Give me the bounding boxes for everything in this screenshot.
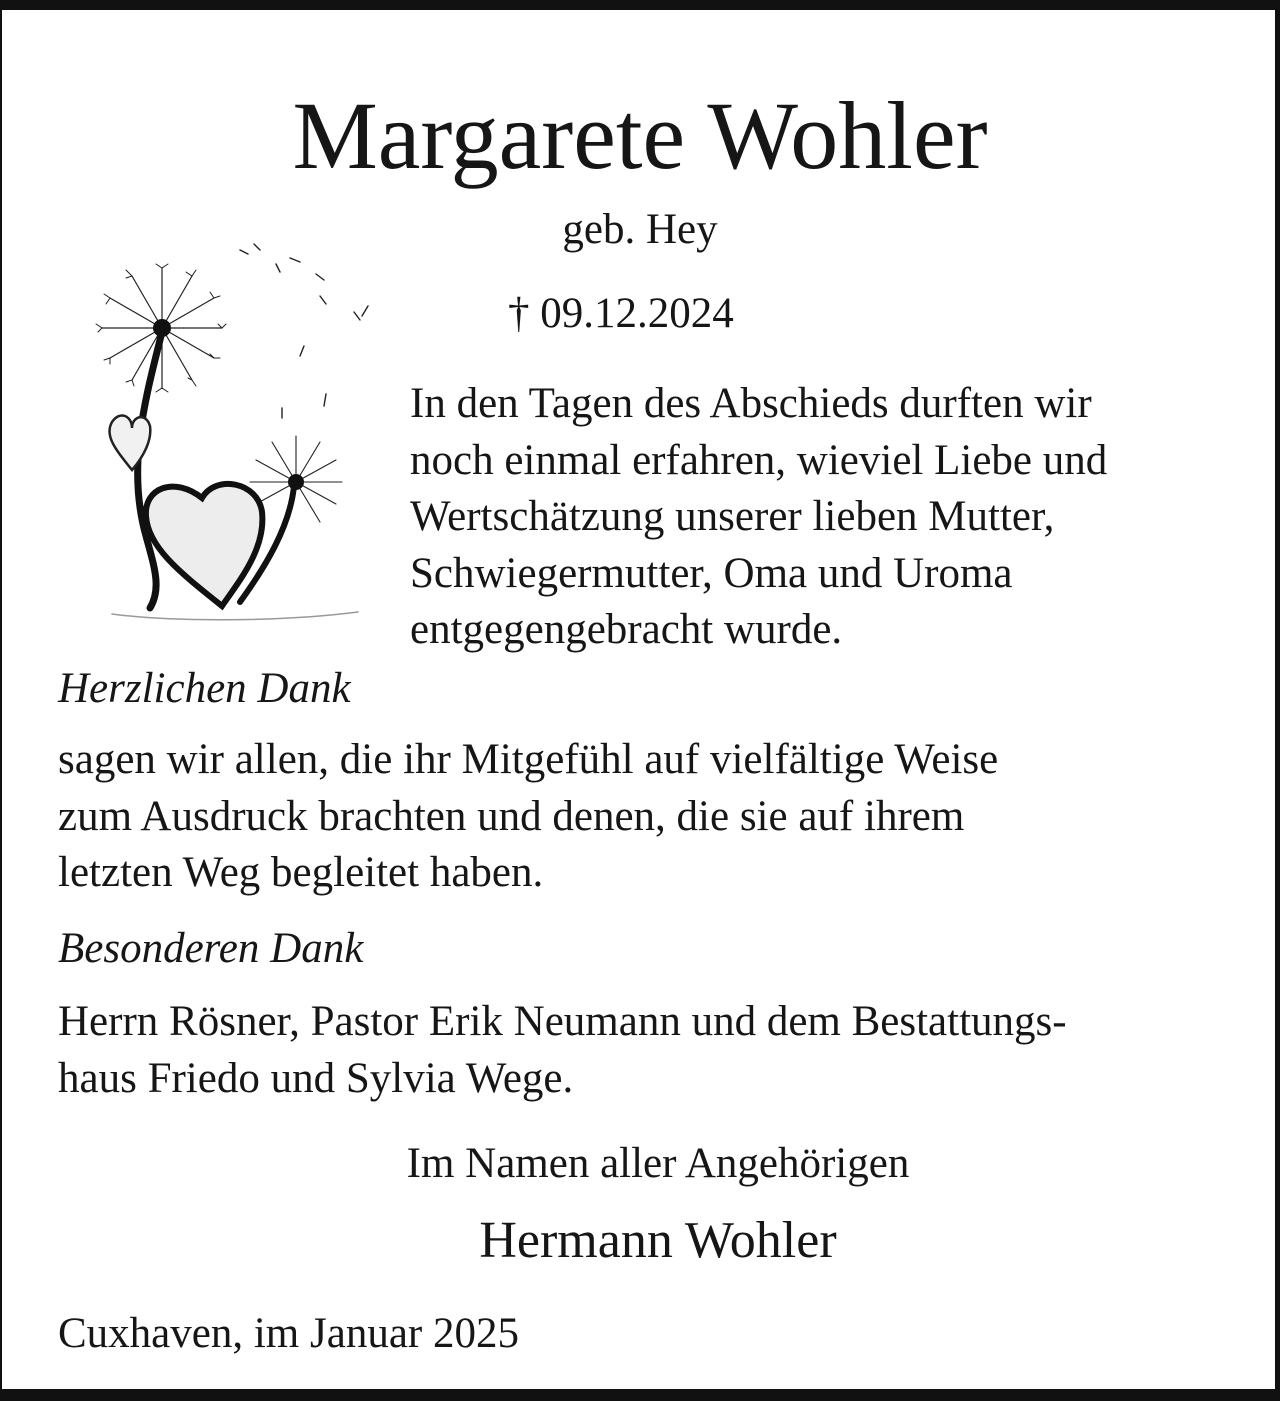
- thanks-line: letzten Weg begleitet haben.: [58, 849, 544, 896]
- deceased-name: Margarete Wohler: [292, 82, 988, 189]
- special-line: haus Friedo und Sylvia Wege.: [58, 1054, 574, 1102]
- place-date: Cuxhaven, im Januar 2025: [58, 1310, 519, 1357]
- signature-name: Hermann Wohler: [479, 1212, 837, 1269]
- heading-besonderen-dank: Besonderen Dank: [58, 925, 364, 972]
- dandelion-heart-icon: [90, 236, 390, 626]
- thanks-paragraph: [58, 732, 998, 902]
- intro-line: entgegengebracht wurde.: [410, 606, 843, 653]
- special-thanks-paragraph: [58, 994, 1067, 1107]
- birth-name: geb. Hey: [562, 206, 718, 253]
- intro-paragraph: [410, 376, 1107, 659]
- intro-line: Schwiegermutter, Oma und Uroma: [410, 549, 1013, 597]
- on-behalf-line: Im Namen aller Angehörigen: [406, 1140, 910, 1187]
- thanks-line: sagen wir allen, die ihr Mitgefühl auf vielfältige Weise: [58, 736, 999, 783]
- heading-herzlichen-dank: Herzlichen Dank: [58, 665, 351, 712]
- special-line: Herrn Rösner, Pastor Erik Neumann und dem Bestattungs-: [58, 998, 1067, 1045]
- death-date: † 09.12.2024: [508, 290, 734, 337]
- thanks-line: zum Ausdruck brachten und denen, die sie auf ihrem: [58, 792, 965, 840]
- intro-line: In den Tagen des Abschieds durften wir: [410, 380, 1092, 427]
- intro-line: noch einmal erfahren, wieviel Liebe und: [410, 436, 1108, 484]
- intro-line: Wertschätzung unserer lieben Mutter,: [410, 493, 1055, 540]
